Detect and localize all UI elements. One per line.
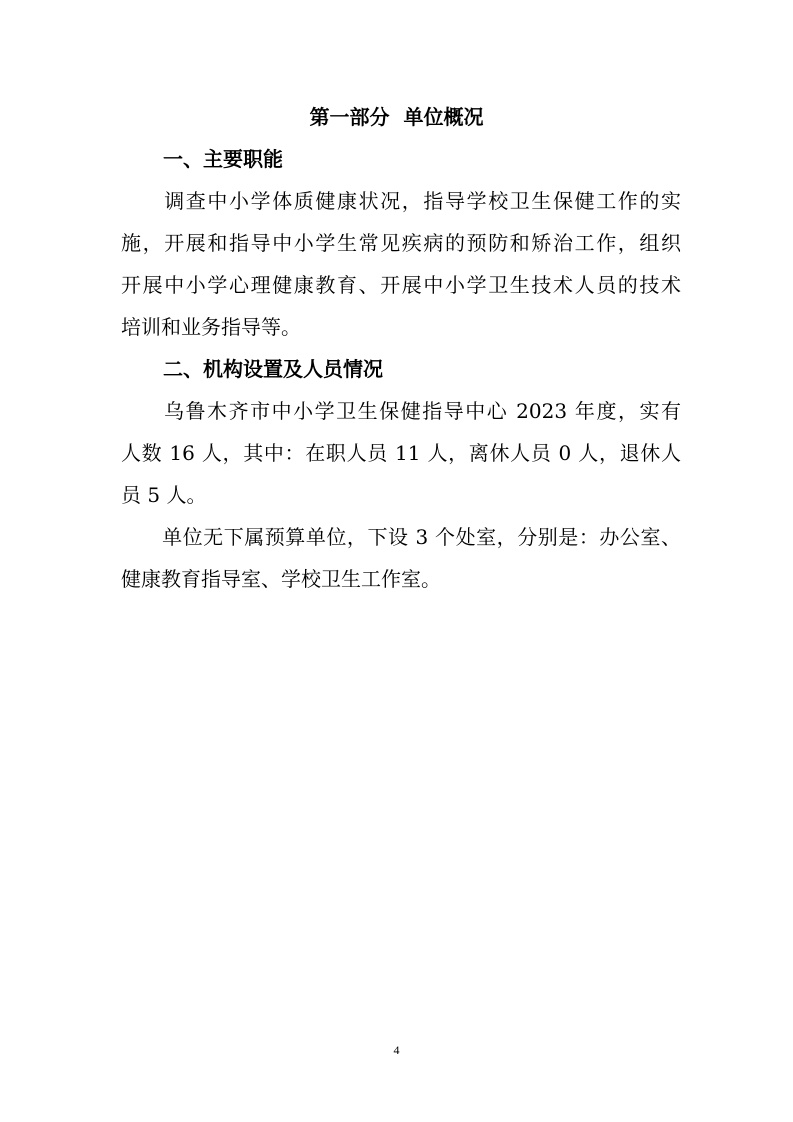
paragraph-line: 员 5 人。 — [121, 483, 207, 507]
section-heading-organization-staffing: 二、机构设置及人员情况 — [163, 357, 383, 381]
page-number: 4 — [393, 1043, 400, 1057]
section-heading-main-functions: 一、主要职能 — [163, 147, 283, 171]
paragraph-line: 开展中小学心理健康教育、开展中小学卫生技术人员的技术 — [121, 273, 681, 297]
paragraph-line: 培训和业务指导等。 — [121, 315, 301, 339]
paragraph-line: 调查中小学体质健康状况，指导学校卫生保健工作的实 — [121, 189, 681, 213]
paragraph-line: 单位无下属预算单位，下设 3 个处室，分别是：办公室、 — [121, 525, 681, 549]
paragraph-line: 施，开展和指导中小学生常见疾病的预防和矫治工作，组织 — [121, 231, 681, 255]
paragraph-line: 乌鲁木齐市中小学卫生保健指导中心 2023 年度，实有 — [121, 399, 681, 423]
page-title: 第一部分 单位概况 — [309, 105, 484, 129]
paragraph-line: 人数 16 人，其中：在职人员 11 人，离休人员 0 人，退休人 — [121, 441, 681, 465]
paragraph-line: 健康教育指导室、学校卫生工作室。 — [121, 567, 441, 591]
